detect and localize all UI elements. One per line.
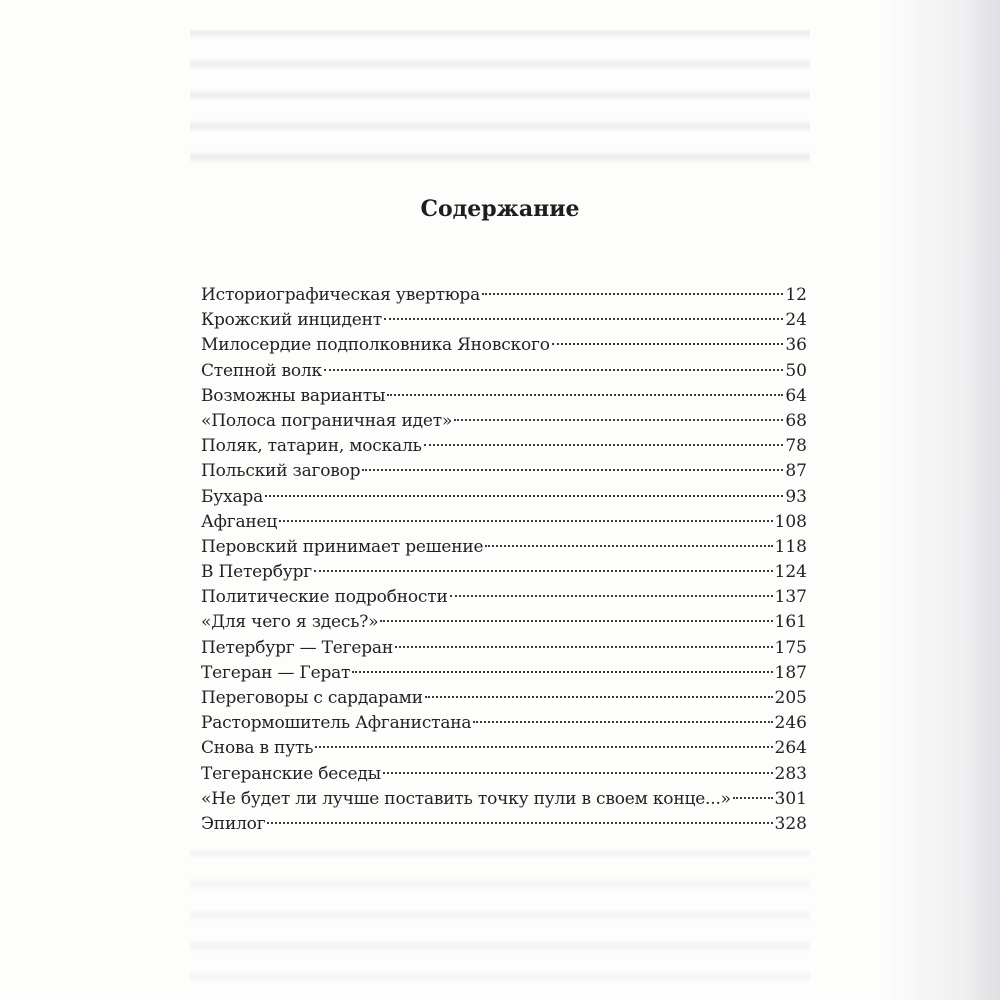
toc-entry-row — [201, 711, 807, 736]
toc-entry-title: Возможны варианты — [201, 385, 386, 406]
toc-entry-title: Тегеранские беседы — [201, 763, 381, 784]
toc-entry-title: Бухара — [201, 486, 264, 507]
toc-entry-row — [201, 686, 807, 711]
toc-entry-row — [201, 661, 807, 686]
toc-entry-row — [201, 308, 807, 333]
toc-entry-title: Растормошитель Афганистана — [201, 713, 472, 734]
toc-entry-title: В Петербург — [201, 562, 312, 583]
toc-page-number: 328 — [774, 813, 807, 834]
dot-leader — [384, 318, 783, 320]
toc-entry-title: «Полоса пограничная идет» — [201, 410, 453, 431]
toc-entry-row — [201, 736, 807, 761]
page-edge-shadow — [880, 0, 1000, 1000]
toc-page-number: 246 — [774, 713, 807, 734]
toc-entry-row — [201, 812, 807, 837]
toc-page-number: 161 — [774, 612, 807, 633]
toc-entry-row — [201, 434, 807, 459]
toc-entry-row — [201, 384, 807, 409]
toc-page-number: 108 — [774, 511, 807, 532]
toc-entry-title: Эпилог — [201, 813, 266, 834]
toc-page-number: 137 — [774, 587, 807, 608]
toc-entry-row — [201, 510, 807, 535]
toc-page-number: 12 — [785, 285, 807, 305]
toc-entry-row — [201, 459, 807, 484]
toc-entry-row — [201, 333, 807, 358]
toc-page-number: 68 — [785, 410, 807, 431]
dot-leader — [315, 746, 772, 748]
dot-leader — [424, 444, 784, 446]
toc-entry-title: Тегеран — Герат — [201, 662, 351, 683]
toc-page-number: 87 — [785, 461, 807, 482]
toc-entry-title: Крожский инцидент — [201, 310, 382, 331]
toc-page-number: 24 — [785, 310, 807, 331]
toc-entry-title: Милосердие подполковника Яновского — [201, 335, 550, 356]
dot-leader — [387, 394, 783, 396]
dot-leader — [450, 595, 773, 597]
toc-page-number: 175 — [774, 637, 807, 658]
toc-page-number: 93 — [785, 486, 807, 507]
toc-page-number: 64 — [785, 385, 807, 406]
toc-entry-title: «Для чего я здесь?» — [201, 612, 379, 633]
toc-entry-title: Политические подробности — [201, 587, 448, 608]
dot-leader — [380, 620, 772, 622]
toc-page-number: 118 — [774, 536, 807, 557]
toc-list — [201, 283, 807, 837]
toc-entry-row — [201, 485, 807, 510]
dot-leader — [482, 293, 783, 295]
dot-leader — [473, 721, 772, 723]
toc-entry-title: Снова в путь — [201, 738, 314, 759]
toc-entry-row — [201, 560, 807, 585]
toc-page-number: 50 — [785, 360, 807, 381]
toc-page-number: 187 — [774, 662, 807, 683]
dot-leader — [733, 797, 773, 799]
toc-entry-title: Историографическая увертюра — [201, 285, 481, 305]
toc-entry-title: «Не будет ли лучше поставить точку пули в своем конце...» — [201, 788, 731, 809]
dot-leader — [265, 495, 783, 497]
toc-entry-row — [201, 585, 807, 610]
toc-entry-row — [201, 610, 807, 635]
toc-entry-row — [201, 359, 807, 384]
toc-page-number: 124 — [774, 562, 807, 583]
dot-leader — [383, 772, 773, 774]
dot-leader — [267, 822, 772, 824]
toc-page-number: 205 — [774, 688, 807, 708]
bleed-through-text-bottom — [0, 850, 1000, 1000]
bleed-through-text-top — [0, 30, 1000, 180]
toc-entry-row — [201, 762, 807, 787]
dot-leader — [454, 419, 783, 421]
dot-leader — [362, 469, 783, 471]
toc-entry-title: Поляк, татарин, москаль — [201, 436, 422, 457]
toc-entry-row — [201, 535, 807, 560]
dot-leader — [552, 343, 784, 345]
toc-entry-row — [201, 283, 807, 308]
toc-page-number: 78 — [785, 436, 807, 457]
toc-entry-title: Польский заговор — [201, 461, 361, 482]
toc-entry-title: Перовский принимает решение — [201, 536, 484, 557]
dot-leader — [395, 646, 773, 648]
toc-entry-row — [201, 409, 807, 434]
toc-page-number: 36 — [785, 335, 807, 356]
dot-leader — [352, 671, 772, 673]
toc-page-number: 301 — [774, 788, 807, 809]
dot-leader — [314, 570, 773, 572]
toc-entry-title: Переговоры с сардарами — [201, 688, 423, 708]
toc-page-number: 283 — [774, 763, 807, 784]
toc-page-number: 264 — [774, 738, 807, 759]
dot-leader — [279, 520, 772, 522]
dot-leader — [324, 369, 783, 371]
toc-entry-title: Степной волк — [201, 360, 322, 381]
toc-entry-title: Афганец — [201, 511, 278, 532]
toc-entry-row — [201, 787, 807, 812]
dot-leader — [425, 696, 773, 698]
toc-heading: Содержание — [420, 196, 580, 222]
dot-leader — [485, 545, 772, 547]
toc-entry-row — [201, 636, 807, 661]
toc-entry-title: Петербург — Тегеран — [201, 637, 393, 658]
